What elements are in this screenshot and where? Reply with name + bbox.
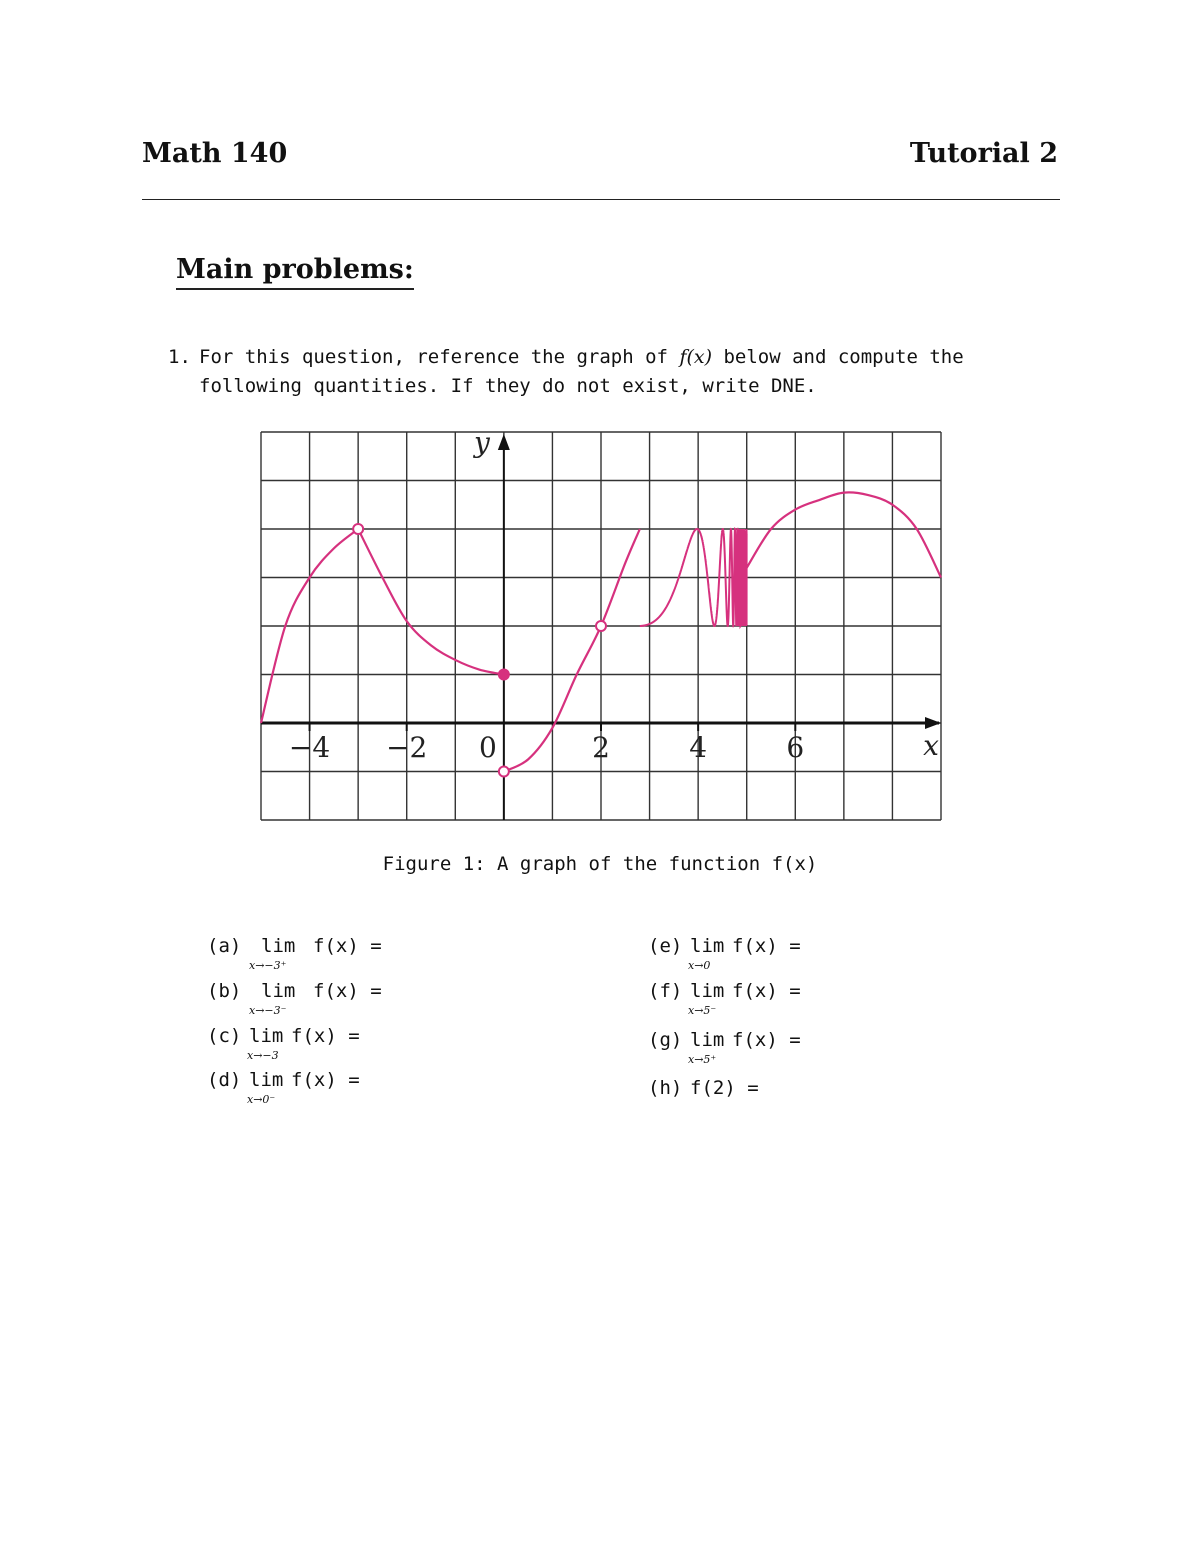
lim-operator: lim: [690, 1029, 725, 1051]
part-expression: f(x) =: [313, 935, 382, 957]
x-tick-label: 0: [478, 731, 497, 764]
lim-subscript: x→−3: [247, 1049, 279, 1062]
lim-operator: lim: [690, 980, 725, 1002]
part-expression: f(x) =: [291, 1025, 360, 1047]
question-text-before: For this question, reference the graph of: [199, 346, 680, 368]
x-tick-label: −4: [288, 731, 331, 764]
part-label: (g): [648, 1029, 683, 1051]
lim-subscript: x→5⁺: [688, 1053, 717, 1066]
part-label: (d): [207, 1069, 242, 1091]
part-expression: f(x) =: [313, 980, 382, 1002]
lim-operator: lim: [690, 935, 725, 957]
x-tick-label: 2: [592, 731, 610, 764]
lim-subscript: x→−3⁻: [249, 1004, 287, 1017]
part-expression: f(x) =: [732, 935, 801, 957]
header-rule: [142, 199, 1060, 200]
open-point: [353, 524, 363, 534]
lim-subscript: x→5⁻: [688, 1004, 717, 1017]
lim-operator: lim: [261, 935, 296, 957]
curve-piece: [504, 529, 640, 772]
x-tick-label: 4: [689, 731, 708, 764]
part-expression: f(x) =: [732, 1029, 801, 1051]
lim-operator: lim: [249, 1069, 284, 1091]
x-tick-label: −2: [386, 731, 428, 764]
section-title: Main problems:: [176, 254, 414, 290]
x-axis-label: x: [923, 729, 939, 762]
x-axis-arrow: [925, 717, 941, 729]
lim-operator: lim: [249, 1025, 284, 1047]
part-label: (c): [207, 1025, 242, 1047]
open-point: [499, 767, 509, 777]
y-axis-arrow: [498, 434, 510, 450]
question-text: [199, 343, 1059, 401]
lim-subscript: x→−3⁺: [249, 959, 287, 972]
x-tick-label: 6: [786, 731, 805, 764]
question-number: 1.: [168, 346, 191, 368]
question-func: f(x): [679, 346, 713, 368]
figure-caption: Figure 1: A graph of the function f(x): [382, 853, 818, 875]
closed-point: [499, 670, 509, 680]
open-point: [596, 621, 606, 631]
part-label: (a): [207, 935, 242, 957]
function-graph: [259, 430, 943, 822]
part-label: (h): [648, 1077, 683, 1099]
part-label: (f): [648, 980, 683, 1002]
part-label: (e): [648, 935, 683, 957]
lim-operator: lim: [261, 980, 296, 1002]
header-tutorial: Tutorial 2: [909, 138, 1058, 169]
part-expression: f(x) =: [732, 980, 801, 1002]
part-label: (b): [207, 980, 242, 1002]
curve-piece: [358, 529, 504, 675]
lim-subscript: x→0⁻: [247, 1093, 276, 1106]
question-text-after: below and compute the following quantities. If they do not exist, write DNE.: [199, 346, 964, 397]
y-axis-label: y: [473, 430, 490, 459]
lim-subscript: x→0: [688, 959, 711, 972]
header-course: Math 140: [142, 138, 288, 169]
part-expression: f(2) =: [690, 1077, 759, 1099]
part-expression: f(x) =: [291, 1069, 360, 1091]
